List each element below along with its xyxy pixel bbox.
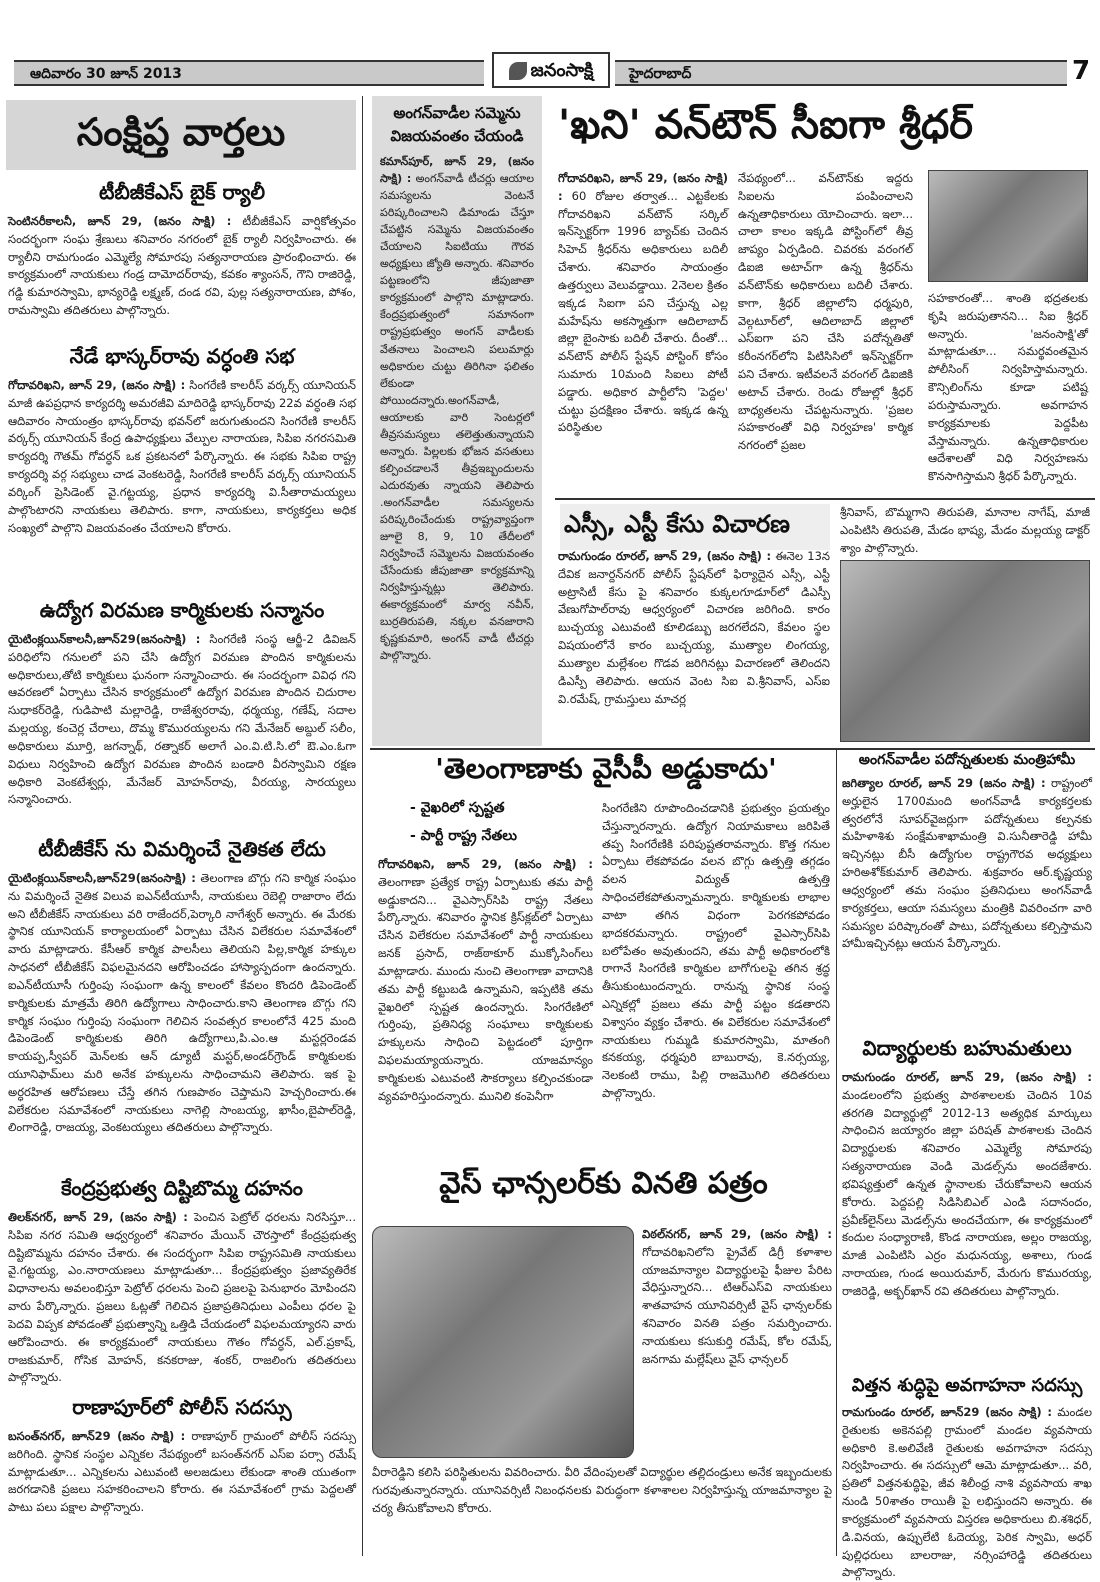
story-body: బసంత్‌నగర్, జూన్29 (జనం సాక్షి) : రాణాపూర్ గ్రామంలో పోలీస్ సదస్సు జరిగింది. స్థానిక సంస్థల ఎన్నికల నేపథ్యంలో బసంత్‌నగర్ ఎస్‌ఐ పర్సా రమేష్ మాట్లాడుతూ... ఎన్నికలను ఎటువంటి అలజడులు లేకుండా శాంతి యుతంగా జరగడానికి ప్రజలు సహకరించాలని కోరారు. ఈ సమావేశంలో గ్రామ పెద్దలతో పాటు పలు పక్షాల పాల్గొన్నారు. — [8, 1429, 357, 1515]
column-divider — [836, 750, 837, 1556]
story-body: రామగుండం రూరల్, జూన్29 (జనం సాక్షి) : మండల రైతులకు అకెనపల్లి గ్రామంలో మండల వ్యవసాయ అధికారి కె.అలివేణి రైతులకు అవగాహనా సదస్సు నిర్వహించారు. ఈ సదస్సులో ఆమె మాట్లాడుతూ... వరి, ప్రతిలో విత్తనశుద్ధిపై, జీవ శిలీంధ్ర నాశి వ్యవసాయ శాఖ నుండి 50శాతం రాయితీ పై లభిస్తుందని అన్నారు. ఈ కార్యక్రమంలో వ్యవసాయ విస్తరణ అధికారులు బి.శశిధర్, డి.వినయ, ఉప్పులేటి ఓదెయ్య, పెరిక స్వామి, అధర్ పుల్లిధరులు బాలరాజు, నర్సింహారెడ్డి తదితరులు పాల్గొన్నారు. — [842, 1405, 1092, 1580]
lead-headline: 'ఖని' వన్‌టౌన్ సీఐగా శ్రీధర్ — [558, 102, 973, 148]
telangana-headline: 'తెలంగాణాకు వైసీపీ అడ్డుకాదు' — [435, 752, 777, 785]
sidebar-headline: అంగన్‌వాడీల సమ్మెను విజయవంతం చేయండి — [390, 104, 524, 145]
issue-date: ఆదివారం 30 జూన్ 2013 — [30, 66, 182, 82]
city-bar — [615, 60, 1067, 86]
lead-body-col2: నేపథ్యంలో... వన్‌టౌన్‌కు ఇద్దరు సిఐలను పంపించాలని ఉన్నతాధికారులు యోచించారు. ఇలా... చాలా కాలం ఇక్కడి పోస్టింగ్‌లో తీవ్ర జాప్యం ఏర్పడింది. చివరకు వరంగల్ డిఐజి అటాచ్‌గా ఉన్న శ్రీధర్‌ను వన్‌టౌన్‌కు అధికారులు బదిలీ చేశారు. కాగా, శ్రీధర్ జిల్లాలోని ధర్మపురి, వెల్గటూర్‌లో, ఆదిలాబాద్ జిల్లాలో ఎస్‌ఐగా పని చేసి పదోన్నతితో కరీంనగర్‌లోని పిటిసిసిలో ఇన్‌స్పెక్టర్‌గా పని చేశారు. ఇటీవలనే వరంగల్ డిఐజికి అటాచ్ చేశారు. రెండు రోజుల్లో శ్రీధర్ బాధ్యతలను చేపట్టనున్నారు. 'ప్రజల సహకారంతో విధి నిర్వహణ' కార్మిక నగరంలో ప్రజల — [738, 171, 913, 453]
story-headline: విద్యార్థులకు బహుమతులు — [862, 1036, 1072, 1060]
lead-body-col3: సహకారంతో... శాంతి భద్రతలకు కృషి జరుపుతానని... సిఐ శ్రీధర్ అన్నారు. 'జనంసాక్షి'తో మాట్లాడుతూ... సమర్థవంతమైన పోలీసింగ్ నిర్వహిస్తామన్నారు. కౌన్సిలింగ్‌ను కూడా పటిష్ట పరుస్తామన్నారు. అవగాహన కార్యక్రమాలకు పెద్దపీట వేస్తామన్నారు. ఉన్నతాధికారుల ఆదేశాలతో విధి నిర్వహణను కొనసాగిస్తామని శ్రీధర్ పేర్కొన్నారు. — [928, 291, 1088, 484]
story-body: జగిత్యాల రూరల్, జూన్ 29 (జనం సాక్షి) : రాష్ట్రంలో అర్హులైన 1700మంది అంగన్‌వాడీ కార్యకర్తలకు త్వరలోనే సూపర్‌వైజర్లుగా పదోన్నతులు కల్పనకు మహిళాశిశు సంక్షేమశాఖామంత్రి వి.సునీతారెడ్డి హామీ ఇచ్చినట్లు బీసీ ఉద్యోగుల రాష్ట్రగౌరవ అధ్యక్షులు హరిఅశోక్‌కుమార్ తెలిపారు. శుక్రవారం ఆర్.కృష్ణయ్య ఆధ్వర్యంలో తమ సంఘం ప్రతినిధులు అంగన్‌వాడీ కార్యకర్తలు, ఆయా సమస్యలు మంత్రికి వివరించగా వారి సమస్యల పరిష్కారంతో పాటు, పదోన్నతులు కల్పిస్తామని హామీఇచ్చినట్లు ఆయన పేర్కొన్నారు. — [842, 776, 1092, 951]
date-bar — [14, 60, 484, 86]
story-headline: నేడే భాస్కర్‌రావు వర్ధంతి సభ — [69, 344, 295, 368]
edition-city: హైదరాబాద్ — [629, 66, 692, 82]
telangana-subhead: - వైఖరిలో స్పష్టత — [410, 800, 505, 816]
story-headline: టీబీజీకేస్ ను విమర్శించే నైతికత లేదు — [38, 837, 326, 861]
lead-body-col1: గోదావరిఖని, జూన్ 29, (జనం సాక్షి) : 60 రోజుల తర్వాత... ఎట్టకేలకు గోదావరిఖని వన్‌టౌన్ సర్కిల్ ఇన్‌స్పెక్టర్‌గా 1996 బ్యాచ్‌కు చెందిన సిహెచ్ శ్రీధర్‌ను అధికారులు బదిలీ చేశారు. శనివారం సాయంత్రం ఉత్తర్వులు వెలువడ్డాయి. 2నెలల క్రితం ఇక్కడ సిఐగా పని చేస్తున్న ఎల్ల మహేష్‌ను అకస్మాత్తుగా ఆదిలాబాద్ జిల్లా బైంసాకు బదిలీ చేశారు. దీంతో... వన్‌టౌన్ పోలీస్ స్టేషన్ పోస్టింగ్ కోసం సుమారు 10మంది సిఐలు పోటీ పడ్డారు. అధికార పార్టీలోని 'పెద్దల' చుట్టు ప్రదక్షిణం చేశారు. ఇక్కడ ఉన్న పరిస్థితుల — [558, 171, 729, 435]
story-headline: ఉద్యోగ విరమణ కార్మికులకు సన్మానం — [39, 598, 325, 622]
right-bottom-column — [842, 752, 1092, 1580]
scst-body-cont: శ్రీనివాస్, బొమ్మగాని తిరుపతి, మానాల నాగేష్, మాజీ ఎంపిటిసి తిరుపతి, మేడం భాష్య, మేడం మల్లయ్య డాక్టర్ శ్యాం పాల్గొన్నారు. — [840, 505, 1090, 555]
scst-body: రామగుండం రూరల్, జూన్ 29, (జనం సాక్షి) : ఈనెల 13న దేవిక జనార్దన్‌నగర్ పోలీస్ స్టేషన్‌లో ఫిర్యాదైన ఎస్సీ, ఎస్టీ అట్రాసిటీ కేసు పై శనివారం కుక్కలగూడూర్‌లో డిఎస్పీ వేణుగోపాల్‌రావు ఆధ్వర్యంలో విచారణ జరిగింది. కారం బుచ్చయ్య ఎటువంటి కూలిడబ్బు జరగలేదని, కేవలం స్థల విషయంలోనే కారం బుచ్చయ్య, ముత్యాల లింగయ్య, ముత్యాల మల్లేశంల గొడవ జరిగినట్లు విచారణలో తెలిందని డిఎస్పీ తెలిపారు. ఆయన వెంట సిఐ వి.శ్రీనివాస్, ఎస్‌ఐ వి.రమేష్, గ్రామస్తులు మాచర్ల — [558, 549, 830, 706]
story-body: యైటింక్లయిన్‌కాలనీ,జూన్29(జనంసాక్షి) : సింగరేణి సంస్థ ఆర్జీ-2 డివిజన్ పరిధిలోని గనులలో పని చేసి ఉద్యోగ విరమణ పొందిన కార్మికులను అధికారులు,తోటి కార్మికులు ఘనంగా సన్మానించారు. ఈ సందర్భంగా వివిధ గని ఆవరణలో ఏర్పాటు చేసిన కార్యక్రమంలో ఉద్యోగ విరమణ పొందిన చిదురాల సుధాకర్‌రెడ్డి, గుడిపాటి మల్లారెడ్డి, రాజేశ్వరరావు, ధర్మయ్య, గణేష్, సదాల మల్లయ్య, కంచెర్ల చేరాలు, దొమ్మ కొమురయ్యలను గని మేనేజర్ అబ్దుల్ సలీం, అధికారులు మూర్తి, జగన్నాథ్, రత్నాకర్ అలాగే ఎం.వి.టి.సి.లో ఔ.ఎం.ఓగా విధులు నిర్వహించి ఉద్యోగ విరమణ పొందిన బండారి వీరస్వామిని రక్షణ అధికారి వెంకటేశ్వర్లు, మేనేజర్ మోహన్‌రావు, వీరయ్య, సారయ్యలు సన్మానించారు. — [8, 632, 357, 807]
story-divider — [555, 498, 1095, 500]
memorandum-photo — [372, 1226, 634, 1458]
column-divider — [362, 96, 363, 1556]
story-body: రామగుండం రూరల్, జూన్ 29, (జనం సాక్షి) : మండలంలోని ప్రభుత్వ పాఠశాలలకు చెందిన 10వ తరగతి విద్యార్థుల్లో 2012-13 అత్యధిక మార్కులు సాధించిన జయ్యారం జిల్లా పరిషత్ పాఠశాలకు చెందిన విద్యార్థులకు శనివారం ఎమ్మెల్యే సోమారపు సత్యనారాయణ వెండి మెడల్స్‌ను అందజేశారు. భవిష్యత్తులో ఉన్నత స్థానాలకు చేరుకోవాలని ఆయన కోరారు. పెద్దపల్లి సిడిసిబిఎల్ ఎండి సదానందం, ప్రవీణ్‌లైన్‌లు మెడల్స్‌ను అందచేయగా, ఈ కార్యక్రమంలో కందుల సంధ్యారాణి, కొండ నారాయణ, అల్లం రాజయ్య, మాజీ ఎంపిటిసి ఎర్రం మధునయ్య, అశాలు, గుండ నారాయణ, గుండ అయిరుమార్, మేరుగు కొమురయ్య, రాజిరెడ్డి, అక్బర్‌ఖాన్ రవి తదితరులు పాల్గొన్నారు. — [842, 1070, 1092, 1298]
page-number: 7 — [1072, 56, 1091, 86]
gray-sidebar — [372, 96, 542, 746]
story-body: సెంటినరీకాలనీ, జూన్ 29, (జనం సాక్షి) : టీబీజీకేఎస్ వార్షికోత్సవం సందర్భంగా సంఘ శ్రేణులు శనివారం నగరంలో బైక్ ర్యాలీ నిర్వహించారు. ఈ ర్యాలీని రామగుండం ఎమ్మెల్యే సోమారపు సత్యనారాయణ ప్రారంభించారు. ఈ కార్యక్రమంలో నాయకులు గండ్ర దామోదర్‌రావు, కవకం శ్యాంసన్, గౌని రాజిరెడ్డి, గడ్డి కుమారస్వామి, భాన్యరెడ్డి లక్ష్మణ్, దండ రవి, పుల్ల సత్యనారాయణ, పోశం, రామస్వామి తదితరులు పాల్గొన్నారు. — [8, 214, 356, 318]
story-headline: టీబీజీకేఎస్ బైక్ ర్యాలీ — [98, 180, 266, 204]
vc-body-bottom: వీరారెడ్డిని కలిసి పరిస్థితులను వివరించారు. వీరి వేదింపులతో విద్యార్థుల తల్లిదండ్రులు అనేక ఇబ్బందులకు గురవుతున్నారన్నారు. యూనివర్సిటీ నిబంధనలకు విరుద్ధంగా కళాశాలల నిర్వహిస్తున్న యాజమాన్యాల పై చర్య తీసుకోవాలని కోరారు. — [372, 1465, 832, 1515]
police-station-photo — [928, 170, 1088, 282]
vc-body-right: విఠల్‌నగర్, జూన్ 29, (జనం సాక్షి) : గోదావరిఖనిలోని ప్రైవేట్ డిగ్రీ కళాశాల యాజమాన్యాల విద్యార్థులపై ఫీజుల పేరిట వేధిస్తున్నారని... టిఆర్‌ఎస్‌వి నాయకులు శాతవాహన యూనివర్సిటీ వైస్ ఛాన్సలర్‌కు శనివారం వినతి పత్రం సమర్పించారు. నాయకులు కసుకుర్తి రమేష్, కోల రమేష్, జనగామ మల్లేష్‌లు వైస్ ఛాన్సలర్ — [642, 1227, 832, 1366]
telangana-body-col1: గోదావరిఖని, జూన్ 29, (జనం సాక్షి) : తెలంగాణా ప్రత్యేక రాష్ట్ర ఏర్పాటుకు తమ పార్టీ అడ్డుకాదని... వైఎస్సార్‌సిపి రాష్ట్ర నేతలు పేర్కొన్నారు. శనివారం స్థానిక క్రిస్‌క్లబ్‌లో ఏర్పాటు చేసిన విలేకరుల సమావేశంలో పార్టీ నాయకులు జనక్ ప్రసాద్, రాజ్‌ఠాకూర్ ముక్కోసింగ్‌లు మాట్లాడారు. ముందు నుంచి తెలంగాణా వాదానికి తమ పార్టీ కట్టుబడి ఉన్నామని, ఇప్పటికి తమ వైఖరిలో స్పష్టత ఉందన్నారు. సింగరేణిలో గుర్తింపు, ప్రతినిధ్య సంఘాలు కార్మికులకు హక్కులను సాధించి పెట్టడంలో పూర్తిగా విఫలమయ్యాయన్నారు. యాజమాన్యం కార్మికులకు ఎటువంటి సౌకర్యాలు కల్పించకుండా వ్యవహరిస్తుందన్నారు. మునిలి కంపెనీగా — [378, 857, 593, 1103]
story-body: యైటింక్లయిన్‌కాలనీ,జూన్29(జనంసాక్షి) : తెలంగాణ బొగ్గు గని కార్మిక సంఘం ను విమర్శించే నైతిక విలువ ఐఎన్‌టీయూసీ, నాయకులు రెబెల్లి రాజారాం లేదు అని టీబీజీకేస్ నాయకులు వరి రాజేందర్,పెర్కారి నాగేశ్వర్ అన్నారు. ఈ మేరకు స్థానిక యూనియన్ కార్యాలయంలో ఏర్పాటు చేసిన విలేకరుల సమావేశంలో వారు మాట్లాడారు. కేసీఆర్ కార్మిక పాలసీలు తెలియని పిల్ల,కార్మిక హక్కుల సాధనలో టీబీజీకేస్ విఫలమైనదని ఆరోపించడం హాస్యాస్పదంగా ఉందన్నారు. ఐఎన్‌టీయూసీ గుర్తింపు సంఘంగా ఉన్న కాలంలో కేవలం కొందరి డిపెండెంట్ కార్మికులకు మాత్రమే తిరిగి ఉద్యోగాలు సాధించారు.కాని తెలంగాణ బొగ్గు గని కార్మిక సంఘం గుర్తింపు సంఘంగా గెలిచిన సంవత్సర కాలంలోనే 425 మంది డిపెండెంట్ కార్మికులకు తిరిగి ఉద్యోగాలు,పి.ఎం.ఆ మస్టర్లరెండవ కాయప్ప,స్వీపర్ మెన్‌లకు ఆన్ డ్యూటీ మస్టర్,అండర్‌గ్రౌండ్ కార్మికులకు యూనిఫామ్‌లు మరి అనేక హక్కులను సాధించామని తెలిపారు. ఇక పై అర్ధరహిత ఆరోపణలు చేస్తే తగిన గుణపాఠం చెప్తామని హెచ్చరించారు.ఈ విలేకరుల సమావేశంలో నాయకులు నాగెల్లి సాంబయ్య, ఖాసీం,బైపాల్‌రెడ్డి, లింగారెడ్డి, రాజయ్య, వెంకటయ్యలు తదితరులు పాల్గొన్నారు. — [8, 871, 356, 1135]
story-headline: రాణాపూర్‌లో పోలీస్ సదస్సు — [72, 1395, 292, 1419]
story-headline: విత్తన శుద్ధిపై అవగాహనా సదస్సు — [851, 1375, 1083, 1396]
story-divider — [370, 748, 1095, 750]
masthead-title: జనంసాక్షి — [530, 60, 594, 81]
story-headline: కేంద్రప్రభుత్వ దిష్టిబొమ్మ దహనం — [61, 1176, 303, 1200]
scst-headline: ఎస్సీ, ఎస్టీ కేసు విచారణ — [560, 504, 830, 550]
telangana-subhead: - పార్టీ రాష్ట్ర నేతలు — [410, 828, 517, 844]
masthead — [492, 52, 610, 88]
section-title: సంక్షిప్త వార్తలు — [6, 100, 356, 170]
inquiry-photo — [840, 560, 1090, 742]
story-body: గోదావరిఖని, జూన్ 29, (జనం సాక్షి) : సింగరేణి కాలరీస్ వర్కర్స్ యూనియన్ మాజీ ఉపప్రధాన కార్యదర్శి అమరజీవి మాదిరెడ్డి భాస్కర్‌రావు 22వ వర్ధంతి సభ ఆదివారం సాయంత్రం భాస్కర్‌రావు భవన్‌లో జరుగుతుందని సింగరేణి కాలరీస్ వర్కర్స్ యూనియన్ కేంద్ర ఉపాధ్యక్షులు వేల్పుల నారాయణ, సిపిఐ నగరసమితి కార్యదర్శి గౌతమ్ గోవర్ధన్ ఒక ప్రకటనలో పేర్కొన్నారు. ఈ సభకు సిపిఐ రాష్ట్ర కార్యదర్శి వర్గ సభ్యులు చాడ వెంకటరెడ్డి, సింగరేణి కాలరీస్ వర్కర్స్ యూనియన్ వర్కింగ్ ప్రెసిడెంట్ వై.గట్టయ్య, ప్రధాన కార్యదర్శి వి.సీతారామయ్యలు పాల్గొంటారని నాయకులు తెలిపారు. కాగా, నాయకులు, కార్యకర్తలు అధిక సంఖ్యలో పాల్గొని విజయవంతం చేయాలని కోరారు. — [8, 378, 356, 535]
sidebar-body: కమాన్‌పూర్, జూన్ 29, (జనం సాక్షి) : అంగన్‌వాడీ టీచర్లు ఆయాల సమస్యలను వెంటనే పరిష్కరించాలని డిమాండు చేస్తూ చేపట్టిన సమ్మెను విజయవంతం చేయాలని సిఐటియు గౌరవ అధ్యక్షులు జ్యోతి అన్నారు. శనివారం పట్టణంలోని జీపుజాతా కార్యక్రమంలో పాల్గొని మాట్లాడారు. కేంద్రప్రభుత్వంలో సమానంగా రాష్ట్రప్రభుత్వం అంగన్ వాడీలకు వేతనాలు పెంచాలని పలుమార్లు అధికారుల చుట్టు తిరిగినా ఫలితం లేకుండా పోయిందన్నారు.అంగన్‌వాడీ, ఆయాలకు వారి సెంటర్లలో తీవ్రసమస్యలు తలెత్తుతున్నాయని అన్నారు. పిల్లలకు భోజన వసతులు కల్పించడాలనే తీవ్రఇబ్బందులను ఎదురవుతు న్నాయని తెలిపారు .అంగన్‌వాడీల సమస్యలను పరిష్కరించేందుకు రాష్ట్రవ్యాప్తంగా జూలై 8, 9, 10 తేదీలలో నిర్వహించే సమ్మెలను విజయవంతం చేసేందుకు జీపుజాతా కార్యక్రమాన్ని నిర్వహిస్తున్నట్లు తెలిపారు. ఈకార్యక్రమంలో మార్వ నవీన్, బుర్రతిరుపతి, నక్కల వనజారాని కృష్ణకుమారి, అంగన్ వాడీ టీచర్లు పాల్గొన్నారు. — [380, 155, 535, 663]
telangana-body-col2: సింగరేణిని రూపొందించడానికి ప్రభుత్వం ప్రయత్నం చేస్తున్నారన్నారు. ఉద్యోగ నియామకాలు జరిపితే తప్ప సింగరేణికి పరిపుష్టతరావన్నారు. కొత్త గనుల ఏర్పాటు లేకపోవడం వలన బొగ్గు ఉత్పత్తి తగ్గడం వలన విద్యుత్ ఉత్పత్తి సాధించలేకపోతున్నామన్నారు. కార్మికులకు లాభాల వాటా తగిన విధంగా పెరగకపోవడం భాదకరమన్నారు. రాష్ట్రంలో వైఎస్సార్‌సిపి బలోపేతం అవుతుందని, తమ పార్టీ అధికారంలోకి రాగానే సింగరేణి కార్మికుల బాగోగులపై తగిన శ్రద్ధ తీసుకుంటుందన్నారు. రానున్న స్థానిక సంస్థ ఎన్నికల్లో ప్రజలు తమ పార్టీ పట్టం కడతారని విశ్వాసం వ్యక్తం చేశారు. ఈ విలేకరుల సమావేశంలో నాయకులు గుమ్మడి కుమారస్వామి, మాతంగి కనకయ్య, ధర్మపురి బాబురావు, కె.నర్సయ్య, నెలకంటి రాము, పిల్లి రాజమొగిలి తదితరులు పాల్గొన్నారు. — [602, 801, 830, 1100]
left-column — [8, 180, 356, 1528]
leaf-logo-icon — [509, 62, 527, 80]
story-headline: అంగన్‌వాడీల పదోన్నతులకు మంత్రిహామీ — [858, 752, 1076, 768]
story-body: తిలక్‌నగర్, జూన్ 29, (జనం సాక్షి) : పెంచిన పెట్రోల్ ధరలను నిరసిస్తూ... సిపిఐ నగర సమితి ఆధ్వర్యంలో శనివారం మేయిన్ చౌరస్తాలో కేంద్రప్రభుత్వ దిష్టిబొమ్మను దహనం చేశారు. ఈ సందర్భంగా సిపిఐ రాష్ట్రసమితి నాయకులు వై.గట్టయ్య, ఎం.నారాయణలు మాట్లాడుతూ... కేంద్రప్రభుత్వం ప్రజావ్యతిరేక విధానాలను అవలంభిస్తూ పెట్రోల్ ధరలను పెంచి ప్రజలపై పెనుభారం మోపిందని వారు పేర్కొన్నారు. ప్రజలు ఓట్లతో గెలిచిన ప్రజాప్రతినిధులు ఎంపీలు ధరల పై పెదవి విప్పక పోవడంతో ప్రభుత్వాన్ని ఒత్తిడి చేయడంలో విఫలమయ్యారని వారు ఆరోపించారు. ఈ కార్యక్రమంలో నాయకులు గౌతం గోవర్ధన్, ఎల్.ప్రకాష్, రాజకుమార్, గోసిక మోహన్, కనకరాజు, శంకర్, రాజలింగు తదితరులు పాల్గొన్నారు. — [8, 1210, 356, 1385]
vc-headline: వైస్ ఛాన్సలర్‌కు వినతి పత్రం — [439, 1166, 768, 1201]
